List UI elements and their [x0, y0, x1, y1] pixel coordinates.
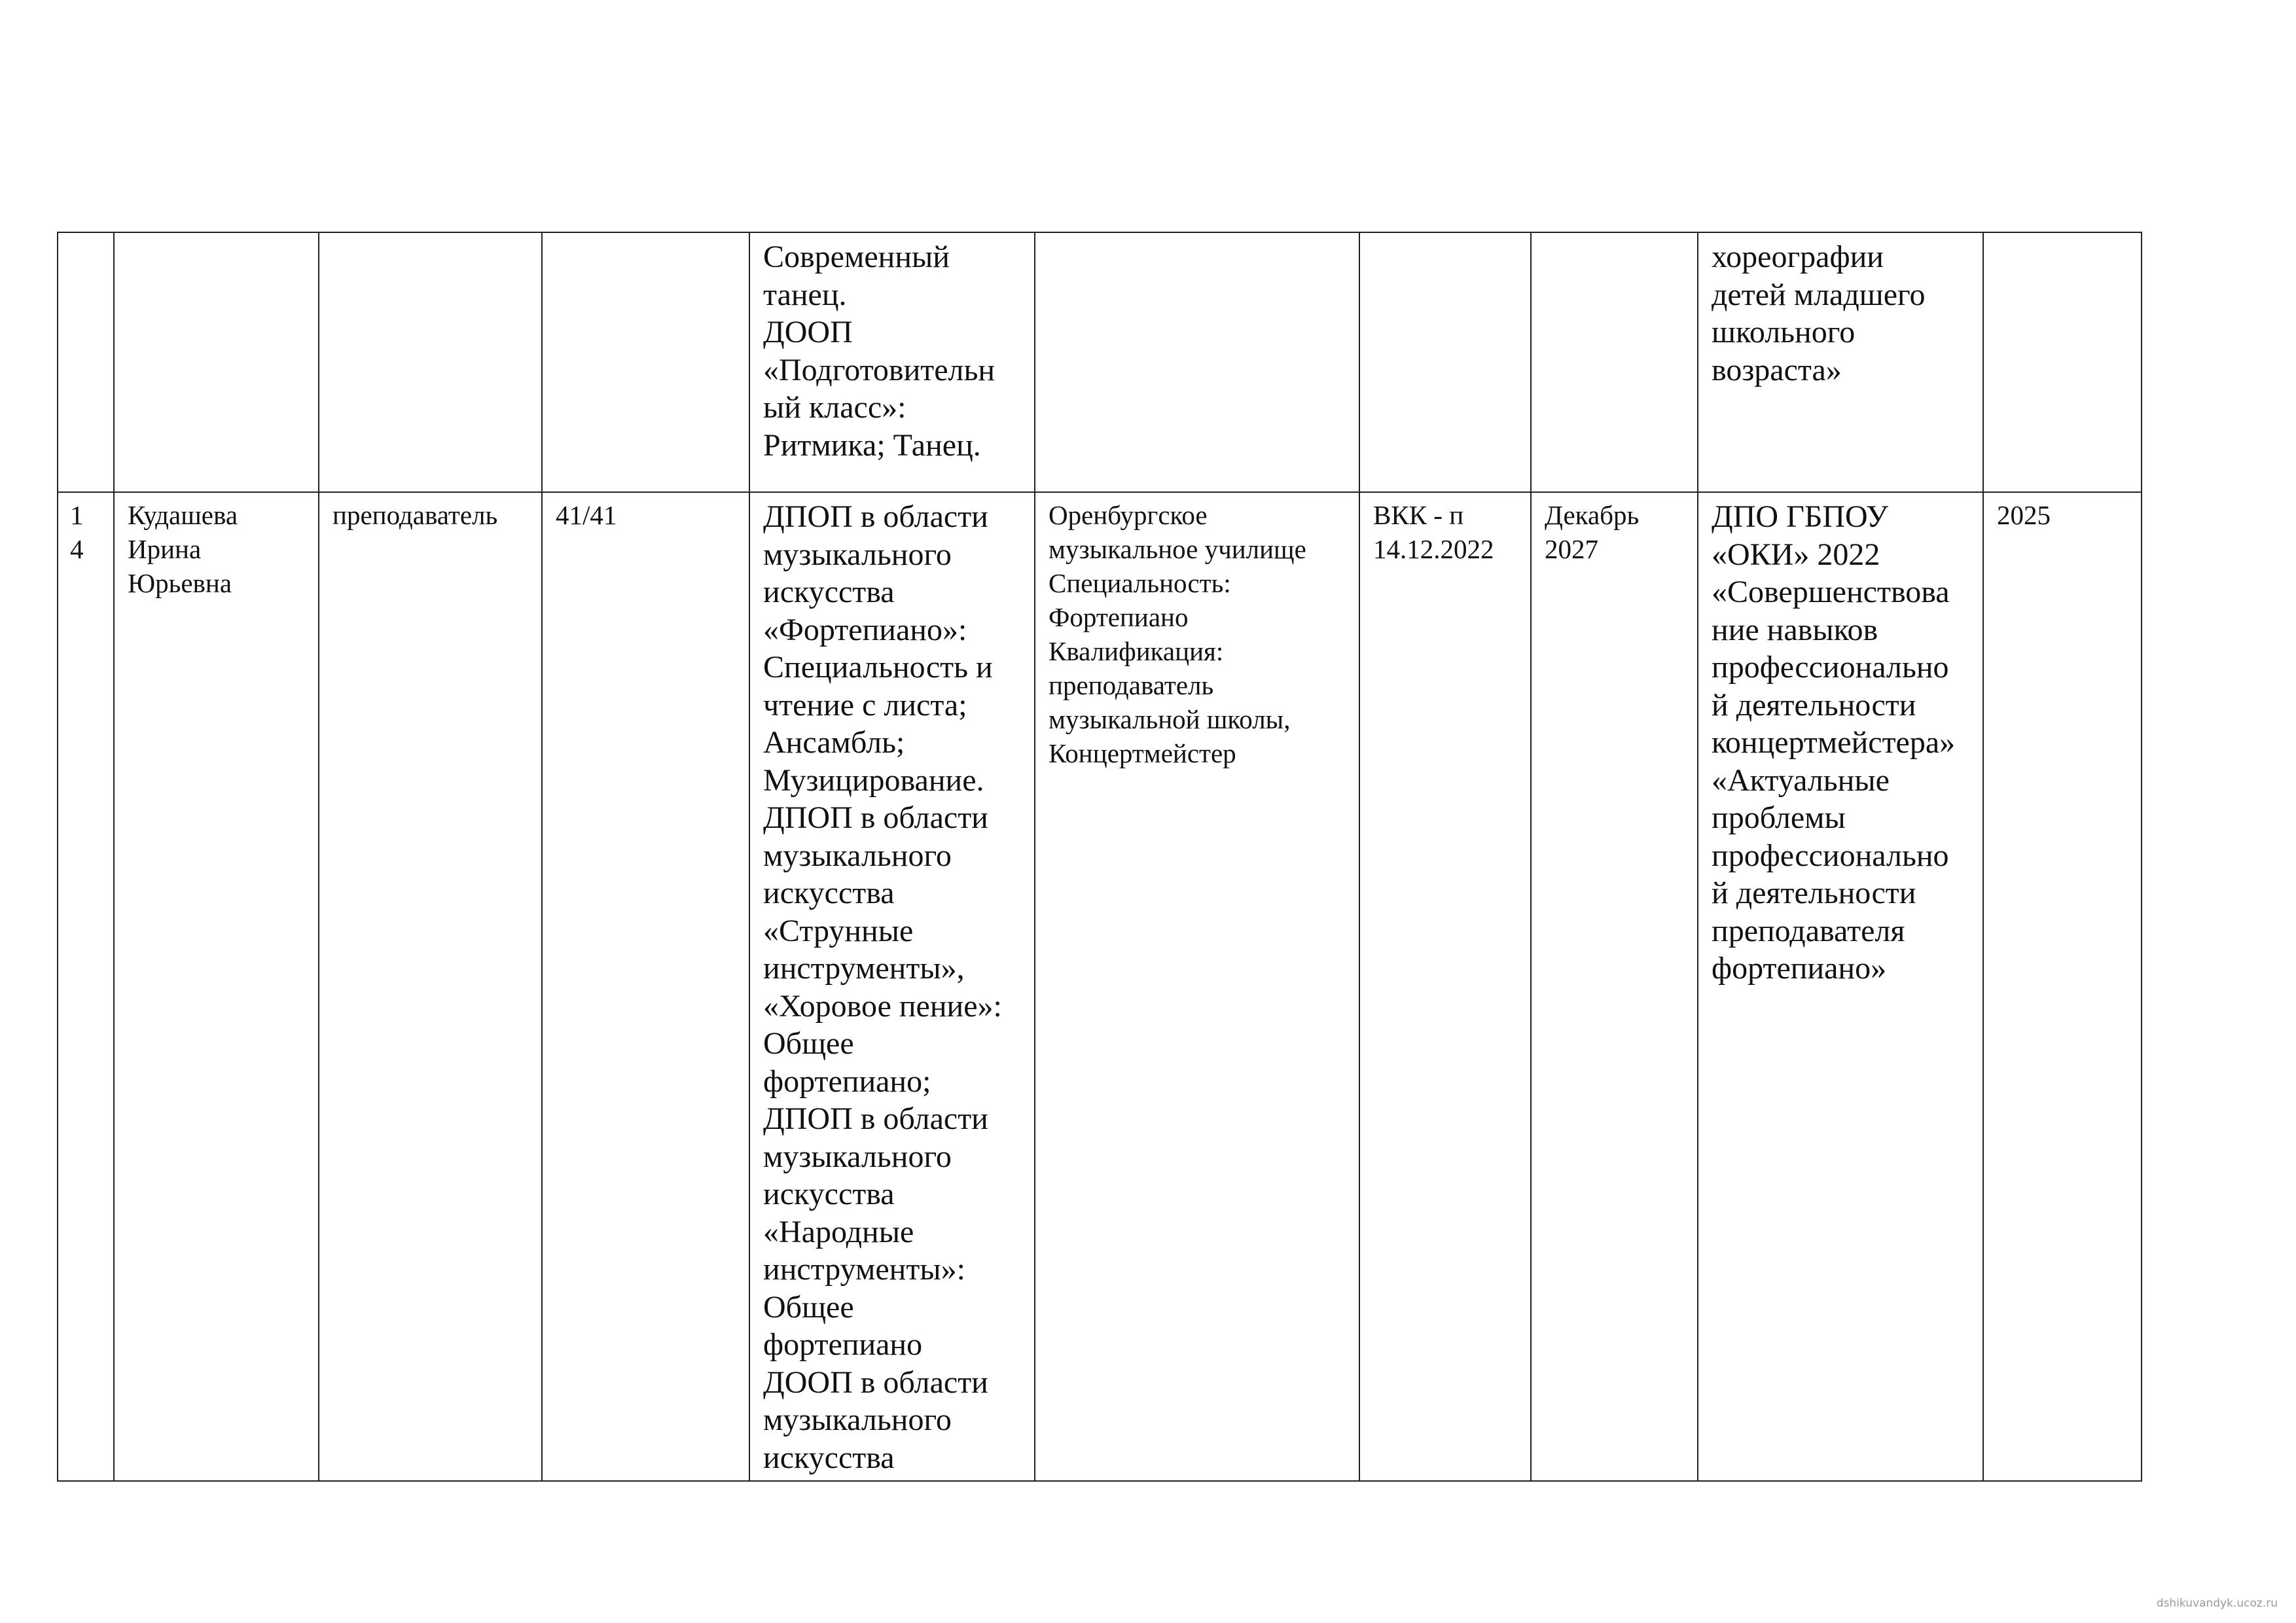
table-row-continuation	[58, 232, 2142, 492]
cell-next-attestation	[1531, 232, 1698, 492]
cell-category	[1359, 232, 1531, 492]
cell-education	[1035, 232, 1359, 492]
cell-next-attestation: Декабрь 2027	[1531, 492, 1698, 1481]
cell-experience: 41/41	[542, 492, 749, 1481]
cell-name	[114, 232, 319, 492]
staff-table	[57, 232, 2142, 1482]
table-row	[58, 492, 2142, 1481]
cell-number	[58, 232, 114, 492]
cell-name: Кудашева Ирина Юрьевна	[114, 492, 319, 1481]
cell-next-training	[1983, 232, 2142, 492]
cell-category: ВКК - п 14.12.2022	[1359, 492, 1531, 1481]
cell-training: хореографии детей младшего школьного возраста»	[1698, 232, 1983, 492]
cell-education: Оренбургское музыкальное училище Специальность: Фортепиано Квалификация: преподаватель музыкальной школы, Концертмейстер	[1035, 492, 1359, 1481]
cell-position	[319, 232, 542, 492]
cell-training: ДПО ГБПОУ «ОКИ» 2022 «Совершенствова ние навыков профессионально й деятельности концертмейстера» «Актуальные проблемы профессионально й деятельности преподавателя фортепиано»	[1698, 492, 1983, 1481]
cell-next-training: 2025	[1983, 492, 2142, 1481]
cell-programs: Современный танец. ДООП «Подготовительн ый класс»: Ритмика; Танец.	[749, 232, 1035, 492]
cell-position: преподаватель	[319, 492, 542, 1481]
cell-experience	[542, 232, 749, 492]
cell-number: 1 4	[58, 492, 114, 1481]
watermark: dshikuvandyk.ucoz.ru	[2156, 1597, 2278, 1610]
cell-programs: ДПОП в области музыкального искусства «Фортепиано»: Специальность и чтение с листа; Ансамбль; Музицирование. ДПОП в области музыкального искусства «Струнные инструменты», «Хоровое пение»: Общее фортепиано; ДПОП в области музыкального искусства «Народные инструменты»: Общее фортепиано ДООП в области музыкального искусства	[749, 492, 1035, 1481]
